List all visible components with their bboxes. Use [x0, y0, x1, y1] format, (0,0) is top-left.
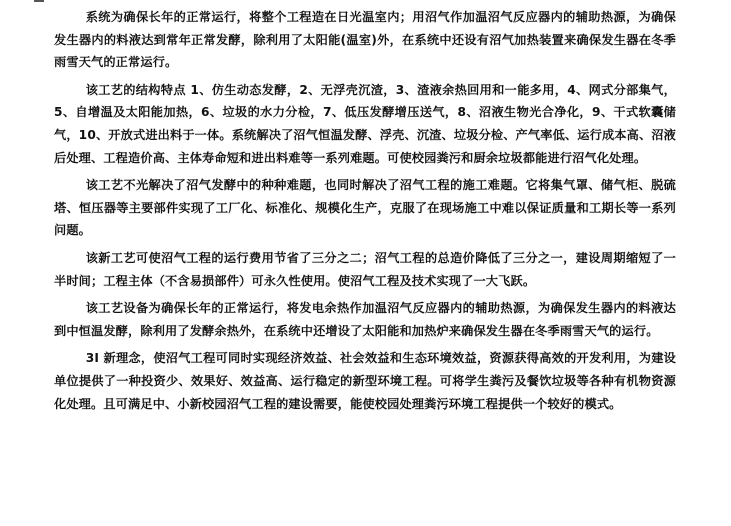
paragraph-greenhouse-system: 系统为确保长年的正常运行，将整个工程造在日光温室内；用沼气作加温沼气反应器内的辅助热源，为确保发生器内的料液达到常年正常发酵，除利用了太阳能(温室)外，在系统中还设有沼气加热装置来确保发生器在冬季雨雪天气的正常运行。 — [54, 10, 676, 70]
paragraph-cost-savings: 该新工艺可使沼气工程的运行费用节省了三分之二；沼气工程的总造价降低了三分之一，建设周期缩短了一半时间；工程主体（不含易损部件）可永久性使用。使沼气工程及技术实现了一大飞跃。 — [54, 250, 676, 288]
page-corner-mark — [34, 0, 44, 2]
paragraph-3i-concept: 3I 新理念，使沼气工程可同时实现经济效益、社会效益和生态环境效益，资源获得高效的开发利用，为建设单位提供了一种投资少、效果好、效益高、运行稳定的新型环境工程。可将学生粪污及餐饮垃圾等各种有机物资源化处理。且可满足中、小新校园沼气工程的建设需要，能使校园处理粪污环境工程提供一个较好的模式。 — [54, 351, 676, 411]
paragraph-heat-source: 该工艺设备为确保长年的正常运行，将发电余热作加温沼气反应器内的辅助热源，为确保发生器内的料液达到中恒温发酵，除利用了发酵余热外，在系统中还增设了太阳能和加热炉来确保发生器在冬季雨雪天气的运行。 — [54, 301, 676, 338]
document-body — [54, 6, 676, 420]
paragraph-construction-problems: 该工艺不光解决了沼气发酵中的种种难题，也同时解决了沼气工程的施工难题。它将集气罩、储气柜、脱硫塔、恒压器等主要部件实现了工厂化、标准化、规模化生产，克服了在现场施工中难以保证质量和工期长等一系列问题。 — [54, 178, 676, 238]
paragraph-structure-features: 该工艺的结构特点 1、仿生动态发酵，2、无浮壳沉渣，3、渣液余热回用和一能多用，4、网式分部集气，5、自增温及太阳能加热，6、垃圾的水力分检，7、低压发酵增压送气，8、沼液生物光合净化，9、干式软囊储气，10、开放式进出料于一体。系统解决了沼气恒温发酵、浮壳、沉渣、垃圾分检、产气率低、运行成本高、沼液后处理、工程造价高、主体寿命短和进出料难等一系列难题。可使校园粪污和厨余垃圾都能进行沼气化处理。 — [54, 82, 676, 165]
